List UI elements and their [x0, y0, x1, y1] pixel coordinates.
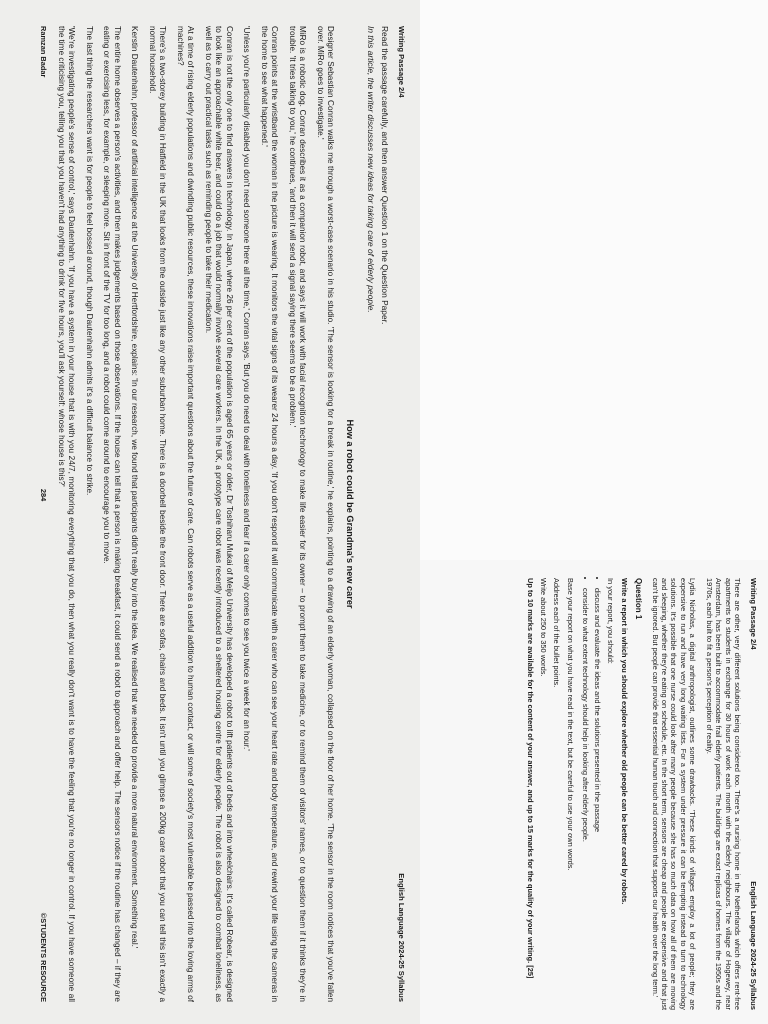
base-note: Base your report on what you have read in the text, but be careful to use your own words.: [565, 578, 575, 871]
left-page-header: [396, 26, 406, 1002]
blank-background: [420, 0, 768, 560]
question-bullet: • consider to what extent technology should help in looking after elderly people.: [581, 588, 590, 1010]
article-paragraph: At a time of rising elderly populations and dwindling public resources, these innovations raise important questions about the future of care. Can robots serve as a useful addition to human contact, or will some of society's most vulnerable be passed into the loving arms of machines?: [175, 26, 196, 1002]
question-lead: Write a report in which you should explore whether old people can be better cared by robots.: [619, 578, 629, 905]
article-paragraph: 'Unless you're particularly disabled you don't need someone there all the time,' Conran says. 'But you do need to deal with loneliness and fear if a carer only comes to see you twice a week for an hour.': [242, 26, 252, 751]
marks-total: [25]: [525, 965, 535, 979]
right-page-sheet: [420, 560, 768, 1024]
article-paragraph: Conran is not the only one to find answers in technology. In Japan, where 26 per cent of the population is aged 65 years or older, Dr Toshiharu Mukai of Meijo University has developed a robot to lift patients out of beds and into wheelchairs. It's called Robear, is designed to look like an approachable white bear, and could do a job that would normally involve several care workers. In the UK, a prototype care robot was recently introduced to a sheltered housing centre for elderly people. The robot is also designed to combat loneliness, as well as to carry out practical tasks such as reminding people to take their medication.: [203, 26, 234, 1002]
footer-author: Ramzan Badar: [39, 26, 49, 78]
passage-intro: In this article, the writer discusses new ideas for taking care of elderly people.: [365, 26, 376, 313]
article-paragraph: Conran points at the wristband the woman in the picture is wearing. It monitors the vital signs of its wearer 24 hours a day. 'If you don't respond it will communicate with a carer who can see your heart rate and body temperature, and rewind your life using the cameras in the home to see what happened.': [259, 26, 280, 1002]
left-header-left: Writing Passage 2/4: [397, 26, 406, 98]
article-paragraph: The entire home observes a person's activities, and then makes judgements based on those observations. If the house can tell that a person is making breakfast, it could send a robot to approach and offer help. The sensors notice if the routine has changed – if they are eating or exercising less, for example, or sleeping more. Sit in front of the TV for too long, and a robot could come around to encourage you to move.: [102, 26, 122, 1002]
article-paragraph: 'We're investigating people's sense of control,' says Dautenhahn. 'If you have a system in your house that is with you 24/7, monitoring everything that you do, then what you really don't want is to have the feeling that you're no longer in control. If you have someone all the time criticising you, telling you that you haven't had anything to drink for five hours, you'll ask yourself: whose house is this?': [56, 26, 77, 1002]
right-page-content: [420, 560, 768, 1024]
question-title: Question 1: [634, 578, 644, 620]
question-bullet: • discuss and evaluate the ideas and the solutions presented in the passage: [592, 588, 601, 1010]
article-title: How a robot could be Grandma's new carer: [344, 419, 355, 609]
question-bullets: [581, 588, 602, 1010]
right-page-header: [748, 578, 758, 1010]
article-paragraph: Lydia Nicholas, a digital anthropologist, outlines some drawbacks. 'These kinds of villages employ a lot of people; they are expensive to run and have very long waiting lists. For a system under pressure it can be tempting instead to turn to technology solutions. It's possible that one nurse could look after many people because she has so much data on how all of them are moving and sleeping, whether they're eating on schedule, etc. In the short term, sensors are cheap and people are expensive and that just can't be ignored. But people can provide that essential human touch and connection that supports our health over the long term.': [650, 578, 698, 1010]
word-note: Write about 250 to 350 words.: [539, 578, 549, 677]
footer-page-number: 284: [39, 488, 49, 502]
footer-publisher: ©STUDENTS RESOURCE: [39, 912, 49, 1002]
article-paragraph: There's a two-storey building in Hatfield in the UK that looks from the outside just like any other suburban home. There is a doorbell beside the front door. There are sofas, chairs and beds. It isn't until you glimpse a 200kg care robot that you can tell this isn't exactly a normal household.: [147, 26, 168, 1002]
question-sub: In your report, you should:: [606, 578, 616, 664]
marks-note: [525, 578, 534, 1010]
article-paragraph: There are other, very different solutions being considered too. There's a nursing home in the Netherlands which offers rent-free apartments to students in exchange for 30 hours of work each month with the elderly neighbours. The village of Hogewey, near Amsterdam, has been built to accommodate frail elderly patients. The buildings are exact replicas of homes from the 1950s and the 1970s, each built to fit a person's perception of reality.: [704, 578, 743, 1010]
marks-text: Up to 10 marks are available for the content of your answer, and up to 15 marks for the quality of your writing.: [525, 578, 535, 964]
article-paragraph: MiRo is a robotic dog. Conran describes it as a companion robot, and says it will work with facial recognition technology to make life easier for its owner – to prompt them to take medicine, or to remind them of visitors' names, or to question them if it thinks they're in trouble. 'It tries talking to you,' he continues, 'and then it will send a signal saying there seems to be a problem.': [287, 26, 308, 1002]
left-header-right: English Language 2024-25 Syllabus: [397, 873, 406, 1002]
left-page-footer: [39, 26, 48, 1002]
article-paragraph: Designer Sebastian Conran walks me through a worst-case scenario in his studio. 'The sensor is looking for a break in routine,' he explains, pointing to a drawing of an elderly woman, collapsed on the floor of her home. 'The sensor in the room notices that you've fallen over. MiRo goes to investigate.': [315, 26, 336, 1002]
right-header-left: Writing Passage 2/4: [749, 578, 758, 650]
passage-instruction: Read the passage carefully, and then answer Question 1 on the Question Paper.: [380, 26, 391, 325]
address-note: Address each of the bullet points.: [552, 578, 562, 688]
article-paragraph: The last thing the researchers want is for people to feel bossed around, though Dautenhahn admits it's a difficult balance to strike.: [84, 26, 94, 496]
article-paragraph: Kerstin Dautenhahn, professor of artificial intelligence at the University of Hertfordshire, explains: 'In our research, we found that participants didn't really buy into the idea. We realised that we needed to provide a more natural environment. Something real.': [130, 26, 140, 949]
right-header-right: English Language 2024-25 Syllabus: [749, 881, 758, 1010]
